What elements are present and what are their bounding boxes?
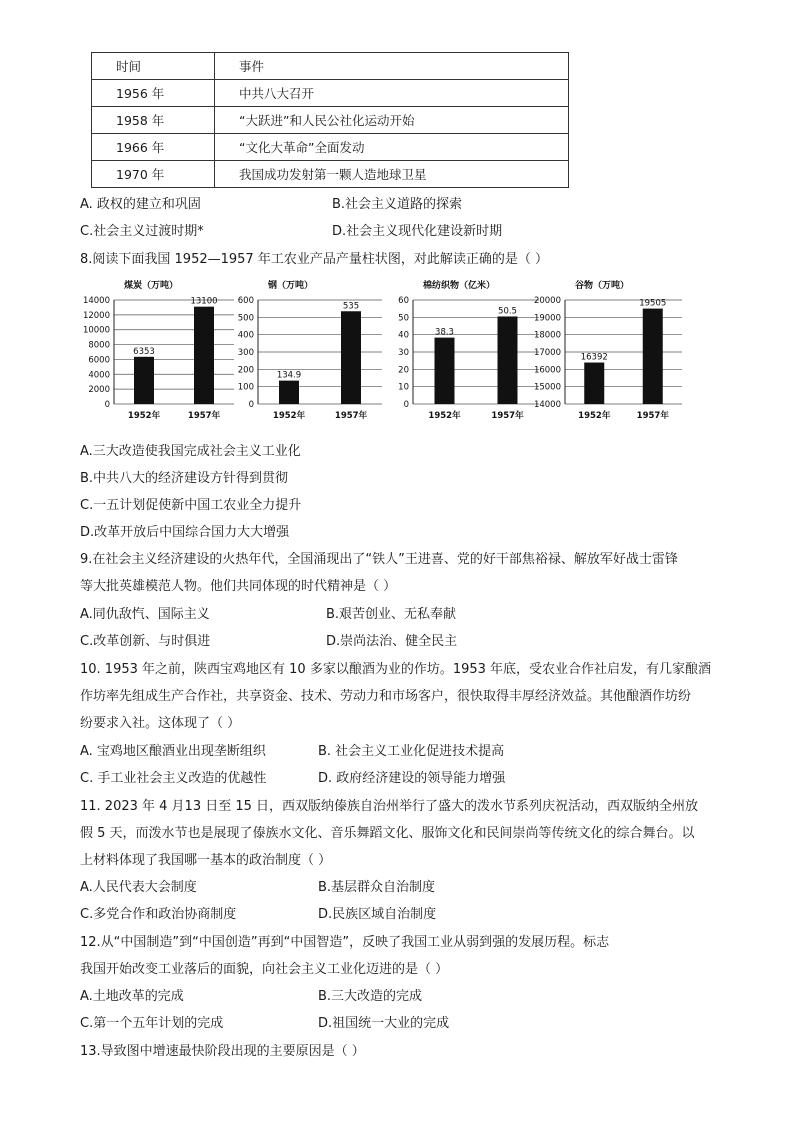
table-cell-event: 我国成功发射第一颗人造地球卫星 xyxy=(215,161,569,188)
table-cell-year: 1966 年 xyxy=(92,134,215,161)
chart-title: 钢（万吨） xyxy=(268,281,314,291)
q9-stem-line1: 9.在社会主义经济建设的火热年代，全国涌现出了“铁人”王进喜、党的好干部焦裕禄、解放军好战士雷锋 xyxy=(80,552,678,567)
y-tick-label: 400 xyxy=(237,330,254,341)
q12-option-d: D.祖国统一大业的完成 xyxy=(318,1016,450,1031)
q7-option-c: C.社会主义过渡时期* xyxy=(80,224,204,239)
table-row xyxy=(92,80,569,107)
y-tick-label: 0 xyxy=(104,400,110,410)
q12-stem-line2: 我国开始改变工业落后的面貌，向社会主义工业化迈进的是（ ） xyxy=(80,962,449,977)
q9-stem-line2: 等大批英雄模范人物。他们共同体现的时代精神是（ ） xyxy=(80,579,397,594)
data-label: 535 xyxy=(342,301,360,312)
q10-option-d: D. 政府经济建设的领导能力增强 xyxy=(318,771,506,786)
table-header-event: 事件 xyxy=(215,53,569,80)
y-tick-label: 16000 xyxy=(533,365,561,376)
x-tick-label: 1957年 xyxy=(334,411,368,421)
q12-option-b: B.三大改造的完成 xyxy=(318,989,423,1004)
y-tick-label: 20 xyxy=(398,365,409,376)
table-cell-year: 1956 年 xyxy=(92,80,215,107)
y-tick-label: 8000 xyxy=(88,340,110,351)
y-tick-label: 30 xyxy=(398,348,409,358)
data-label: 6353 xyxy=(133,346,155,357)
q12-option-c: C.第一个五年计划的完成 xyxy=(80,1016,224,1031)
data-label: 38.3 xyxy=(435,327,454,338)
y-tick-label: 50 xyxy=(398,313,409,324)
bar xyxy=(134,357,154,404)
data-label: 16392 xyxy=(580,352,608,363)
y-tick-label: 10000 xyxy=(82,325,110,336)
y-tick-label: 14000 xyxy=(82,296,110,306)
y-tick-label: 4000 xyxy=(88,370,110,381)
bar xyxy=(643,309,663,404)
q10-stem-line3: 纷要求入社。这体现了（ ） xyxy=(80,716,241,731)
q9-option-b: B.艰苦创业、无私奉献 xyxy=(326,607,457,622)
y-tick-label: 200 xyxy=(237,365,254,376)
data-label: 50.5 xyxy=(498,306,517,317)
y-tick-label: 0 xyxy=(403,400,409,410)
bar xyxy=(435,338,455,404)
table-row xyxy=(92,161,569,188)
x-tick-label: 1952年 xyxy=(428,411,461,421)
chart-steel xyxy=(228,276,390,430)
q10-option-c: C. 手工业社会主义改造的优越性 xyxy=(80,771,267,786)
chart-coal xyxy=(80,276,242,430)
data-label: 13100 xyxy=(190,296,218,307)
chart-title: 谷物（万吨） xyxy=(575,281,630,291)
q8-stem: 8.阅读下面我国 1952—1957 年工农业产品产量柱状图，对此解读正确的是（ ） xyxy=(80,252,548,267)
x-tick-label: 1957年 xyxy=(491,411,524,421)
table-cell-year: 1970 年 xyxy=(92,161,215,188)
x-tick-label: 1952年 xyxy=(578,411,611,421)
q8-option-c: C.一五计划促使新中国工农业全力提升 xyxy=(80,498,302,513)
y-tick-label: 100 xyxy=(237,382,254,393)
table-cell-event: “文化大革命”全面发动 xyxy=(215,134,569,161)
q7-option-a: A. 政权的建立和巩固 xyxy=(80,197,201,212)
q7-option-d: D.社会主义现代化建设新时期 xyxy=(332,224,503,239)
q10-stem-line1: 10. 1953 年之前，陕西宝鸡地区有 10 多家以酿酒为业的作坊。1953 年底，受农业合作社启发，有几家酿酒 xyxy=(80,662,712,677)
bar xyxy=(279,381,299,404)
data-label: 134.9 xyxy=(276,370,302,381)
x-tick-label: 1957年 xyxy=(636,411,669,421)
events-table xyxy=(91,52,569,188)
q8-option-d: D.改革开放后中国综合国力大大增强 xyxy=(80,525,290,540)
q12-option-a: A.土地改革的完成 xyxy=(80,989,184,1004)
q7-option-b: B.社会主义道路的探索 xyxy=(332,197,463,212)
table-row xyxy=(92,107,569,134)
y-tick-label: 12000 xyxy=(82,310,110,321)
q11-option-a: A.人民代表大会制度 xyxy=(80,880,197,895)
y-tick-label: 17000 xyxy=(533,348,561,358)
bar xyxy=(584,363,604,404)
q10-option-b: B. 社会主义工业化促进技术提高 xyxy=(318,744,505,759)
chart-grain xyxy=(520,276,690,430)
x-tick-label: 1952年 xyxy=(272,411,306,421)
q11-option-d: D.民族区域自治制度 xyxy=(318,907,437,922)
table-cell-event: 中共八大召开 xyxy=(215,80,569,107)
y-tick-label: 18000 xyxy=(533,330,561,341)
q11-stem-line3: 上材料体现了我国哪一基本的政治制度（ ） xyxy=(80,853,332,868)
bar xyxy=(498,316,518,404)
q8-option-a: A.三大改造使我国完成社会主义工业化 xyxy=(80,444,301,459)
table-header-row xyxy=(92,53,569,80)
chart-title: 棉纺织物（亿米） xyxy=(423,281,496,291)
table-row xyxy=(92,134,569,161)
chart-title: 煤炭（万吨） xyxy=(124,281,179,291)
q10-option-a: A. 宝鸡地区酿酒业出现垄断组织 xyxy=(80,744,266,759)
x-tick-label: 1957年 xyxy=(187,411,221,421)
table-cell-year: 1958 年 xyxy=(92,107,215,134)
y-tick-label: 300 xyxy=(237,348,254,358)
y-tick-label: 500 xyxy=(237,313,254,324)
y-tick-label: 6000 xyxy=(88,355,110,366)
y-tick-label: 14000 xyxy=(533,400,561,410)
y-tick-label: 600 xyxy=(237,296,254,306)
y-tick-label: 60 xyxy=(398,296,409,306)
data-label: 19505 xyxy=(639,298,667,309)
y-tick-label: 15000 xyxy=(533,382,561,393)
y-tick-label: 10 xyxy=(398,382,409,393)
bar xyxy=(194,307,214,404)
q9-option-a: A.同仇敌忾、国际主义 xyxy=(80,607,210,622)
q13-stem: 13.导致图中增速最快阶段出现的主要原因是（ ） xyxy=(80,1044,365,1059)
y-tick-label: 19000 xyxy=(533,313,561,324)
q10-stem-line2: 作坊率先组成生产合作社，共享资金、技术、劳动力和市场客户，很快取得丰厚经济效益。其他酿酒作坊纷 xyxy=(80,689,692,704)
q9-option-d: D.崇尚法治、健全民主 xyxy=(326,634,458,649)
table-header-time: 时间 xyxy=(92,53,215,80)
q11-option-c: C.多党合作和政治协商制度 xyxy=(80,907,237,922)
q11-stem-line1: 11. 2023 年 4 月13 日至 15 日，西双版纳傣族自治州举行了盛大的泼水节系列庆祝活动，西双版纳全州放 xyxy=(80,799,699,814)
bar xyxy=(341,311,361,404)
y-tick-label: 40 xyxy=(398,330,409,341)
x-tick-label: 1952年 xyxy=(127,411,161,421)
q11-stem-line2: 假 5 天，而泼水节也是展现了傣族水文化、音乐舞蹈文化、服饰文化和民间崇尚等传统文化的综合舞台。以 xyxy=(80,826,695,841)
q12-stem-line1: 12.从“中国制造”到“中国创造”再到“中国智造”，反映了我国工业从弱到强的发展历程。标志 xyxy=(80,935,610,950)
table-cell-event: “大跃进”和人民公社化运动开始 xyxy=(215,107,569,134)
q11-option-b: B.基层群众自治制度 xyxy=(318,880,436,895)
y-tick-label: 2000 xyxy=(88,385,110,396)
y-tick-label: 0 xyxy=(248,400,254,410)
q8-option-b: B.中共八大的经济建设方针得到贯彻 xyxy=(80,471,289,486)
y-tick-label: 20000 xyxy=(533,296,561,306)
q9-option-c: C.改革创新、与时俱进 xyxy=(80,634,211,649)
